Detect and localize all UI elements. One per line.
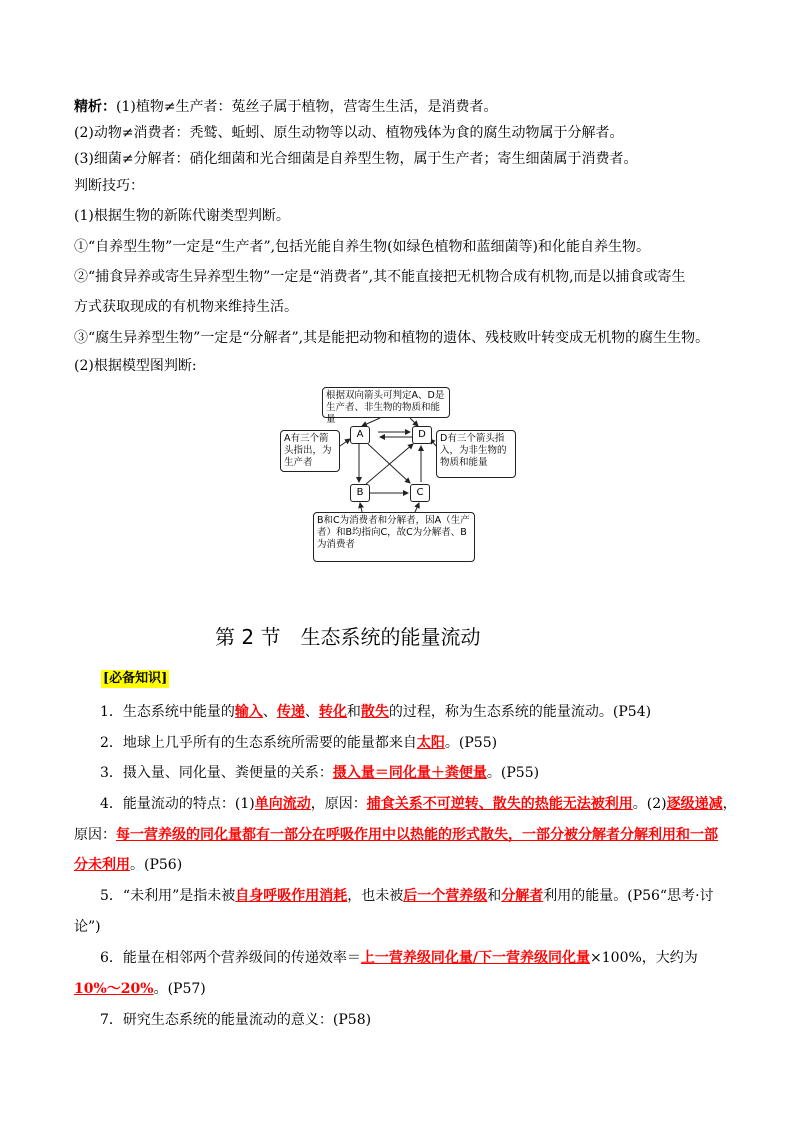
analysis-p3: (3)细菌≠分解者：硝化细菌和光合细菌是自养型生物，属于生产者；寄生细菌属于消费者。: [74, 151, 638, 167]
tip-1: (1)根据生物的新陈代谢类型判断。: [74, 208, 290, 224]
tip-3a: ②“捕食异养或寄生异养型生物”一定是“消费者”,其不能直接把无机物合成有机物,而是以捕食或寄生: [74, 269, 686, 285]
answer-sun: 太阳: [416, 735, 445, 751]
answer-decrease-reason: 每一营养级的同化量都有一部分在呼吸作用中以热能的形式散失，一部分被分解者分解利用和一部: [116, 827, 718, 843]
pointer-top-d: [410, 418, 418, 426]
item-5-line-2: 论”): [74, 919, 101, 935]
item-7: 7．研究生态系统的能量流动的意义：(P58): [100, 1012, 372, 1028]
answer-transfer: 传递: [276, 704, 305, 720]
answer-next-level: 后一个营养级: [403, 888, 488, 904]
tip-2: ①“自养型生物”一定是“生产者”,包括光能自养生物(如绿色植物和蓝细菌等)和化能自养生物。: [74, 239, 651, 255]
node-b: B: [350, 484, 370, 502]
item-5-line-1: 5．“未利用”是指未被自身呼吸作用消耗，也未被后一个营养级和分解者利用的能量。(P56“思考·讨: [100, 888, 714, 904]
note-right: D有三个箭头指入，为非生物的物质和能量: [436, 430, 516, 478]
model-diagram: [280, 386, 520, 564]
answer-loss: 散失: [360, 704, 389, 720]
pointer-left-a: [340, 439, 350, 446]
item-6-line-1: 6．能量在相邻两个营养级间的传递效率＝上一营养级同化量/下一营养级同化量×100%，大约为: [100, 950, 698, 966]
arrow-b-d: [366, 444, 413, 484]
answer-intake-relation: 摄入量＝同化量＋粪便量: [332, 765, 487, 781]
item-3: 3．摄入量、同化量、粪便量的关系：摄入量＝同化量＋粪便量。(P55): [100, 765, 540, 781]
answer-transform: 转化: [318, 704, 347, 720]
tip-3b: 方式获取现成的有机物来维持生活。: [74, 299, 298, 315]
item-1: 1．生态系统中能量的输入、传递、转化和散失的过程，称为生态系统的能量流动。(P54): [100, 704, 652, 720]
node-a: A: [350, 426, 370, 444]
tip-4: ③“腐生异养型生物”一定是“分解者”,其是能把动物和植物的遗体、残枝败叶转变成无机物的腐生生物。: [74, 330, 710, 346]
required-knowledge-tag: [必备知识]: [103, 671, 168, 686]
answer-one-way-reason: 捕食关系不可逆转、散失的热能无法被利用: [366, 796, 633, 812]
tips-title: 判断技巧：: [74, 178, 144, 194]
analysis-p1: 精析：(1)植物≠生产者：菟丝子属于植物，营寄生生活，是消费者。: [74, 99, 498, 115]
analysis-p2: (2)动物≠消费者：秃鹫、蚯蚓、原生动物等以动、植物残体为食的腐生动物属于分解者。: [74, 125, 624, 141]
answer-decomposer: 分解者: [501, 888, 544, 904]
answer-input: 输入: [234, 704, 263, 720]
answer-decrease: 逐级递减: [666, 796, 723, 812]
pointer-top-a: [362, 418, 380, 426]
node-c: C: [410, 484, 430, 502]
note-left: A有三个箭头指出，为生产者: [280, 430, 340, 472]
node-d: D: [412, 426, 432, 444]
analysis-label: 精析：: [74, 99, 116, 115]
answer-efficiency-formula: 上一营养级同化量/下一营养级同化量: [360, 950, 591, 966]
pointer-bottom-c: [415, 503, 419, 512]
item-4-line-1: 4．能量流动的特点：(1)单向流动，原因：捕食关系不可逆转、散失的热能无法被利用。(2)逐级递减，: [100, 796, 737, 812]
item-4-line-3: 分未利用。(P56): [74, 857, 183, 873]
pointer-bottom-b: [360, 503, 362, 512]
note-bottom: B和C为消费者和分解者，因A（生产者）和B均指向C，故C为分解者、B为消费者: [313, 512, 475, 562]
item-4-line-2: 原因：每一营养级的同化量都有一部分在呼吸作用中以热能的形式散失，一部分被分解者分解利用和一部: [74, 827, 718, 843]
tip-5: (2)根据模型图判断:: [74, 358, 197, 374]
item-2: 2．地球上几乎所有的生态系统所需要的能量都来自太阳。(P55): [100, 735, 498, 751]
answer-one-way: 单向流动: [254, 796, 311, 812]
answer-respiration: 自身呼吸作用消耗: [235, 888, 348, 904]
answer-efficiency-range: 10%～20%: [74, 981, 154, 997]
answer-unused: 分未利用: [74, 857, 130, 873]
item-6-line-2: 10%～20%。(P57): [74, 981, 206, 997]
note-top: 根据双向箭头可判定A、D是生产者、非生物的物质和能量: [322, 387, 450, 418]
section-title: 第 2 节 生态系统的能量流动: [215, 625, 481, 649]
